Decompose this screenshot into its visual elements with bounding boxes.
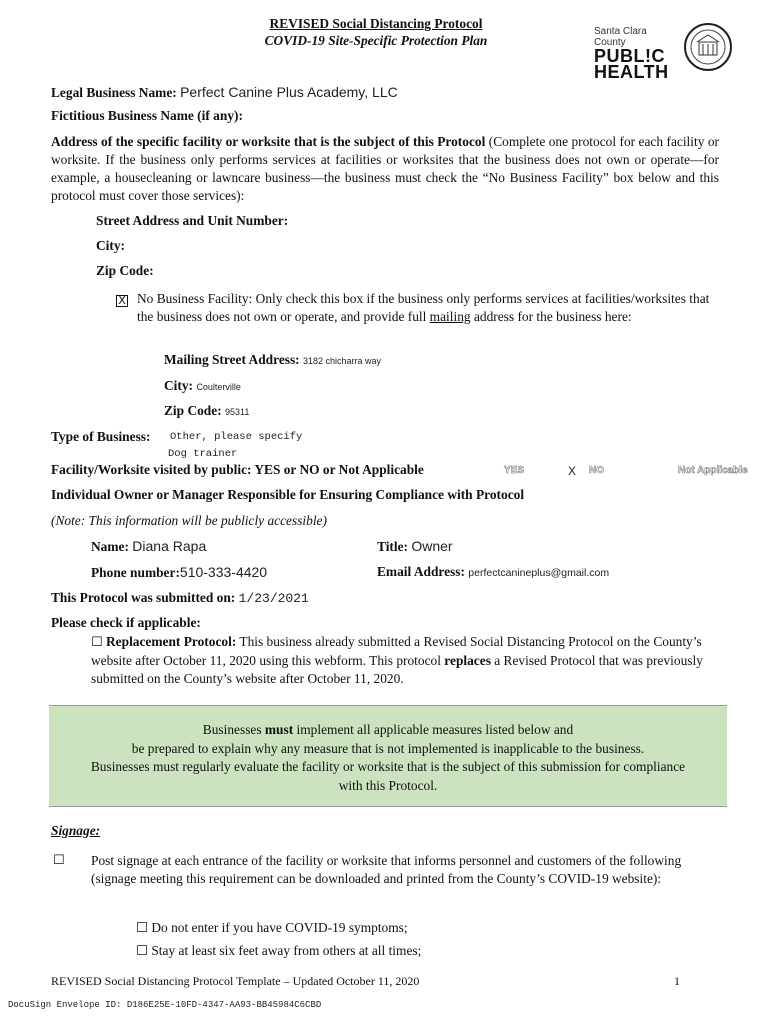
document-title: REVISED Social Distancing Protocol: [269, 16, 483, 31]
owner-title-value[interactable]: Owner: [411, 538, 453, 554]
signage-text: Post signage at each entrance of the facility or worksite that informs personnel and customers of the following (signage meeting this requirement can be downloaded and printed from the County’s COVID-19 website):: [91, 853, 682, 886]
owner-title-label: Title:: [377, 539, 408, 554]
signage-heading: Signage:: [51, 823, 101, 838]
mailing-city-row: [164, 377, 241, 396]
replacement-checkbox[interactable]: ☐: [91, 635, 103, 650]
county-seal-icon: [683, 22, 733, 72]
owner-email-row: [377, 563, 609, 582]
type-of-business-specify[interactable]: Dog trainer: [168, 448, 238, 460]
legal-business-name-label: Legal Business Name:: [51, 85, 177, 100]
mailing-street-value[interactable]: 3182 chicharra way: [303, 356, 382, 366]
owner-email-label: Email Address:: [377, 564, 465, 579]
visited-yes-option[interactable]: YES: [504, 465, 525, 476]
address-label: Address of the specific facility or worksite that is the subject of this Protocol: [51, 134, 486, 149]
address-text: (Complete one protocol for each facility or worksite. If the business only performs services at facilities or worksites that the business does not own or operate—for example, a housecleaning or lawncare business—the business must check the “No Business Facility” box below and this protocol must cover those services):: [51, 134, 719, 203]
mailing-zip-label: Zip Code:: [164, 403, 222, 418]
signage-checkbox[interactable]: ☐: [53, 853, 65, 868]
compliance-notice: [49, 705, 727, 807]
visited-no-option[interactable]: NO: [589, 465, 604, 476]
footer-template-info: REVISED Social Distancing Protocol Template – Updated October 11, 2020: [51, 974, 420, 988]
no-facility-checkbox[interactable]: [116, 290, 134, 308]
legal-business-name-row: [51, 83, 398, 102]
replacement-protocol: [91, 633, 716, 688]
replacement-text-1: This business already submitted a Revised Social Distancing Protocol on the County’s website after October 11, 2020 using this webform. This protocol: [91, 634, 702, 668]
no-facility-mailing: mailing: [429, 309, 471, 324]
replacement-label: Replacement Protocol:: [106, 634, 237, 649]
docusign-envelope-id: DocuSign Envelope ID: D186E25E-10FD-4347-AA93-BB45984C6CBD: [8, 1000, 322, 1010]
notice-line-1a: Businesses: [202, 722, 265, 737]
no-facility-check-mark[interactable]: X: [116, 295, 128, 307]
check-if-applicable-label: Please check if applicable:: [51, 615, 201, 630]
owner-section-label: Individual Owner or Manager Responsible for Ensuring Compliance with Protocol: [51, 487, 525, 502]
submitted-row: [51, 589, 309, 608]
notice-line-1b: implement all applicable measures listed below and: [293, 722, 574, 737]
no-facility-text-part1: No Business Facility: Only check this box if the business only performs services at facilities/worksites that the business does not own or operate, and provide full: [137, 291, 710, 324]
mailing-street-row: [164, 351, 381, 370]
owner-title-row: [377, 537, 453, 556]
logo-public: PUBL!C: [594, 46, 665, 66]
owner-name-row: [91, 537, 206, 556]
notice-line-2: be prepared to explain why any measure that is not implemented is inapplicable to the business.: [131, 740, 645, 756]
street-label: Street Address and Unit Number:: [96, 213, 289, 228]
mailing-city-label: City:: [164, 378, 194, 393]
no-facility-text-part2: address for the business here:: [470, 309, 632, 324]
fictitious-name-label: Fictitious Business Name (if any):: [51, 108, 243, 123]
owner-phone-row: [91, 563, 267, 582]
type-of-business-value[interactable]: Other, please specify: [170, 431, 303, 443]
address-instructions: [51, 133, 719, 205]
submitted-label: This Protocol was submitted on:: [51, 590, 236, 605]
notice-line-4: with this Protocol.: [338, 777, 438, 793]
visited-selection-mark: X: [568, 464, 577, 478]
page-number: 1: [674, 974, 680, 988]
mailing-zip-value[interactable]: 95311: [225, 407, 250, 417]
city-label: City:: [96, 238, 126, 253]
owner-phone-value[interactable]: 510-333-4420: [179, 564, 268, 580]
owner-email-value[interactable]: perfectcanineplus@gmail.com: [468, 567, 610, 579]
replacement-text-2: a Revised Protocol that was previously submitted on the County’s website after October 11, 2020.: [91, 653, 703, 686]
zip-label: Zip Code:: [96, 263, 154, 278]
legal-business-name-value[interactable]: Perfect Canine Plus Academy, LLC: [180, 84, 398, 100]
document-subtitle: COVID-19 Site-Specific Protection Plan: [264, 33, 488, 48]
visited-by-public-label: Facility/Worksite visited by public: YES or NO or Not Applicable: [51, 462, 424, 477]
notice-line-3: Businesses must regularly evaluate the facility or worksite that is the subject of this submission for compliance: [90, 759, 686, 774]
owner-name-label: Name:: [91, 539, 129, 554]
owner-name-value[interactable]: Diana Rapa: [132, 538, 207, 554]
mailing-city-value[interactable]: Coulterville: [196, 382, 241, 392]
no-facility-text: [137, 290, 715, 326]
replacement-replaces: replaces: [444, 653, 491, 668]
mailing-street-label: Mailing Street Address:: [164, 352, 300, 367]
public-health-logo: [594, 26, 674, 80]
logo-health: HEALTH: [594, 62, 669, 82]
signage-item-symptoms[interactable]: ☐ Do not enter if you have COVID-19 symptoms;: [136, 920, 408, 935]
owner-note: (Note: This information will be publicly accessible): [51, 513, 327, 528]
logo-county: Santa Clara County: [594, 26, 647, 48]
visited-na-option[interactable]: Not Applicable: [678, 465, 748, 476]
submitted-date-value[interactable]: 1/23/2021: [238, 591, 309, 606]
signage-item-six-feet[interactable]: ☐ Stay at least six feet away from others at all times;: [136, 943, 422, 958]
notice-line-1: [49, 721, 727, 740]
type-of-business-label: Type of Business:: [51, 429, 151, 444]
mailing-zip-row: [164, 402, 249, 421]
owner-phone-label: Phone number:: [91, 565, 180, 580]
notice-must: must: [264, 722, 294, 737]
